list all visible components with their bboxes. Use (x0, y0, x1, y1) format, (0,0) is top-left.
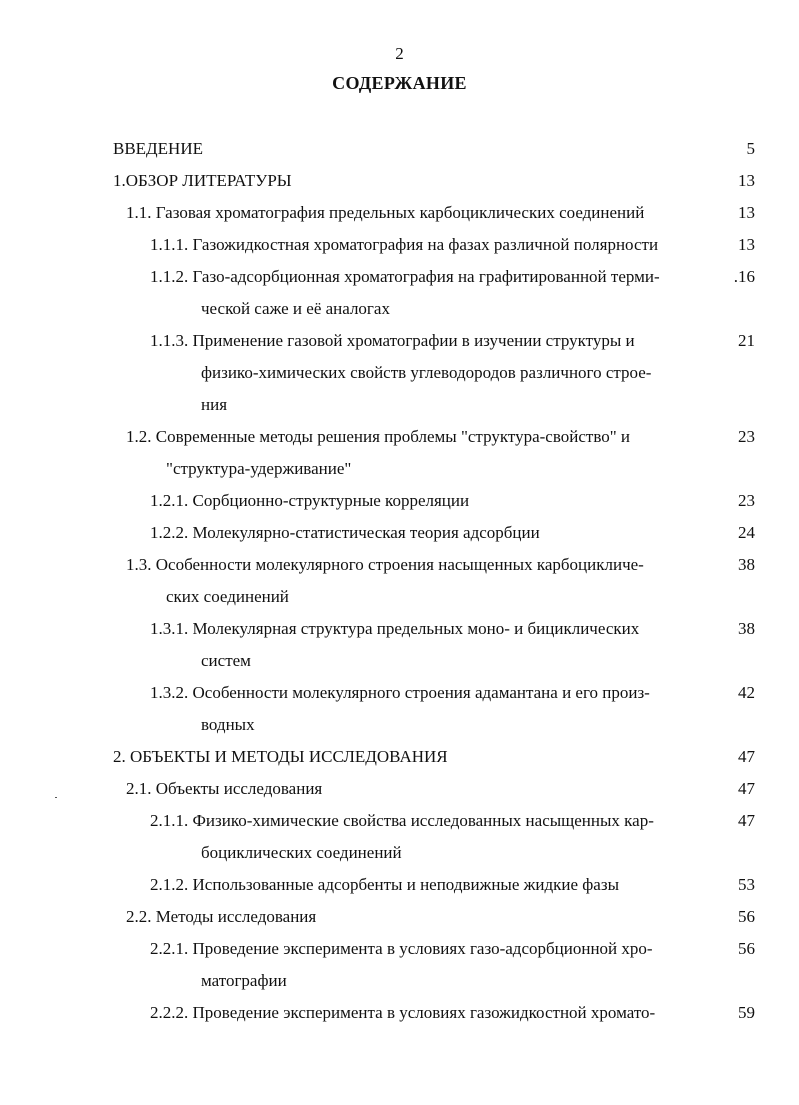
toc-entry-text (126, 773, 799, 805)
toc-entry-text (113, 165, 799, 197)
toc-entry-line: 1.1.3. Применение газовой хроматографии в изучении структуры и (150, 331, 635, 350)
toc-page-number: 38 (738, 619, 755, 638)
toc-entry-text (150, 485, 799, 517)
toc-entry-text (150, 677, 799, 741)
toc-entry-2-2-1 (0, 933, 799, 997)
toc-entry-chapter-2 (0, 741, 799, 773)
toc-entry-chapter-1 (0, 165, 799, 197)
toc-entry-text (150, 517, 799, 549)
toc-entry-text (126, 901, 799, 933)
toc-entry-line: 1.3. Особенности молекулярного строения насыщенных карбоцикличе- (126, 555, 644, 574)
toc-page-number: 21 (738, 331, 755, 350)
toc-entry-text (150, 869, 799, 901)
toc-entry-text (126, 197, 799, 229)
toc-page-number: 38 (738, 555, 755, 574)
toc-entry-line: 1.2.2. Молекулярно-статистическая теория адсорбции (150, 523, 540, 542)
toc-entry-1-2 (0, 421, 799, 485)
toc-page-number: 23 (738, 427, 755, 446)
toc-page-number: 23 (738, 491, 755, 510)
toc-entry-line: 1.3.1. Молекулярная структура предельных моно- и бициклических (150, 619, 640, 638)
toc-entry-text (150, 613, 799, 677)
toc-entry-line: 1.2. Современные методы решения проблемы "структура-свойство" и (126, 427, 631, 446)
toc-page-number: 42 (738, 683, 755, 702)
page-title: СОДЕРЖАНИЕ (332, 73, 467, 93)
toc-page-number: 59 (738, 1003, 755, 1022)
toc-entry-1-3-2 (0, 677, 799, 741)
toc-entry-line: 2.2.2. Проведение эксперимента в условиях газожидкостной хромато- (150, 1003, 656, 1022)
toc-entry-line: 2.2.1. Проведение эксперимента в условиях газо-адсорбционной хро- (150, 939, 653, 958)
toc-entry-2-1-1 (0, 805, 799, 869)
toc-page-number: .16 (733, 267, 755, 286)
toc-entry-line: ских соединений (166, 587, 289, 606)
toc-entry-text (126, 421, 799, 485)
toc-entry-1-2-2 (0, 517, 799, 549)
toc-entry-text (150, 229, 799, 261)
toc-entry-1-2-1 (0, 485, 799, 517)
toc-page-number: 47 (738, 747, 755, 766)
toc-entry-1-3-1 (0, 613, 799, 677)
toc-entry-introduction (0, 133, 799, 165)
toc-entry-line: систем (201, 651, 251, 670)
toc-entry-text (150, 805, 799, 869)
toc-page-number: 56 (738, 907, 755, 926)
toc-page-number: 5 (746, 139, 755, 158)
toc-entry-line: водных (201, 715, 255, 734)
toc-entry-line: ния (201, 395, 228, 414)
toc-entry-text (150, 261, 799, 325)
toc-page-number: 24 (738, 523, 755, 542)
toc-page-number: 13 (738, 235, 755, 254)
table-of-contents (0, 133, 799, 1029)
toc-page-number: 13 (738, 203, 755, 222)
toc-entry-line: 2. ОБЪЕКТЫ И МЕТОДЫ ИССЛЕДОВАНИЯ (113, 747, 448, 766)
toc-entry-text (113, 741, 799, 773)
toc-entry-text (150, 997, 799, 1029)
toc-entry-text (113, 133, 799, 165)
toc-page-number: 47 (738, 811, 755, 830)
toc-entry-line: 1.1.2. Газо-адсорбционная хроматография на графитированной терми- (150, 267, 660, 286)
toc-entry-1-3 (0, 549, 799, 613)
toc-entry-text (150, 933, 799, 997)
toc-page-number: 56 (738, 939, 755, 958)
toc-entry-line: 1.ОБЗОР ЛИТЕРАТУРЫ (113, 171, 292, 190)
toc-entry-line: ВВЕДЕНИЕ (113, 139, 203, 158)
toc-entry-1-1-3 (0, 325, 799, 421)
toc-entry-2-1 (0, 773, 799, 805)
toc-entry-text (150, 325, 799, 421)
toc-entry-line: 1.3.2. Особенности молекулярного строения адамантана и его произ- (150, 683, 650, 702)
toc-entry-line: 2.1.1. Физико-химические свойства исследованных насыщенных кар- (150, 811, 654, 830)
toc-entry-line: ческой саже и её аналогах (201, 299, 390, 318)
page-number: 2 (395, 44, 404, 63)
toc-entry-line: 2.1. Объекты исследования (126, 779, 323, 798)
toc-entry-line: "структура-удерживание" (166, 459, 352, 478)
toc-entry-text (126, 549, 799, 613)
toc-entry-line: боциклических соединений (201, 843, 402, 862)
toc-entry-1-1-1 (0, 229, 799, 261)
toc-entry-line: 1.1. Газовая хроматография предельных карбоциклических соединений (126, 203, 645, 222)
toc-entry-line: физико-химических свойств углеводородов различного строе- (201, 363, 652, 382)
toc-entry-line: 1.2.1. Сорбционно-структурные корреляции (150, 491, 470, 510)
toc-page-number: 13 (738, 171, 755, 190)
toc-entry-2-1-2 (0, 869, 799, 901)
toc-entry-2-2-2 (0, 997, 799, 1029)
toc-entry-line: матографии (201, 971, 287, 990)
toc-entry-1-1 (0, 197, 799, 229)
toc-page-number: 53 (738, 875, 755, 894)
toc-entry-line: 2.1.2. Использованные адсорбенты и неподвижные жидкие фазы (150, 875, 619, 894)
toc-page-number: 47 (738, 779, 755, 798)
toc-entry-line: 2.2. Методы исследования (126, 907, 317, 926)
toc-entry-2-2 (0, 901, 799, 933)
toc-entry-1-1-2 (0, 261, 799, 325)
toc-entry-line: 1.1.1. Газожидкостная хроматография на фазах различной полярности (150, 235, 659, 254)
